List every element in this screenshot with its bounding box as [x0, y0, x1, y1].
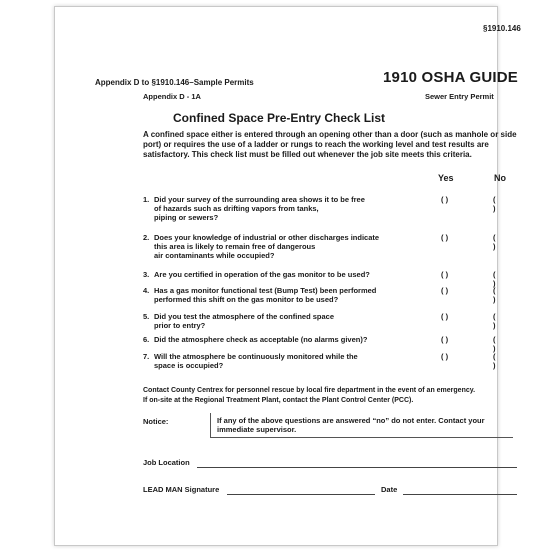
question-text: Are you certified in operation of the gas monitor to be used?	[154, 270, 370, 279]
question-3	[143, 270, 433, 279]
section-number: §1910.146	[483, 24, 521, 33]
date-label: Date	[381, 485, 398, 494]
notice-text: If any of the above questions are answered “no” do not enter. Contact your immediate supervisor.	[217, 416, 485, 434]
lead-man-signature-label: LEAD MAN Signature	[143, 485, 220, 494]
question-4-no-checkbox[interactable]: ( )	[493, 286, 496, 304]
question-6-no-checkbox[interactable]: ( )	[493, 335, 496, 353]
date-field[interactable]	[403, 494, 517, 495]
appendix-subheading: Appendix D - 1A	[143, 92, 201, 101]
question-7-yes-checkbox[interactable]: ( )	[441, 352, 449, 361]
question-5	[143, 312, 433, 330]
question-7	[143, 352, 433, 370]
question-text: Has a gas monitor functional test (Bump Test) been performed performed this shift on the gas monitor to be used?	[154, 286, 377, 305]
question-number: 6.	[143, 335, 150, 344]
question-text: Does your knowledge of industrial or other discharges indicate this area is likely to remain free of dangerous air contaminants while occupied?	[154, 233, 380, 261]
appendix-reference: Appendix D to §1910.146–Sample Permits	[95, 78, 254, 87]
lead-man-signature-field[interactable]	[227, 494, 375, 495]
question-number: 2.	[143, 233, 150, 242]
question-2-yes-checkbox[interactable]: ( )	[441, 233, 449, 242]
question-number: 4.	[143, 286, 150, 295]
notice-label: Notice:	[143, 417, 169, 426]
question-number: 3.	[143, 270, 150, 279]
question-number: 7.	[143, 352, 150, 361]
question-1	[143, 195, 433, 222]
question-2	[143, 233, 433, 260]
job-location-field[interactable]	[197, 467, 517, 468]
intro-paragraph: A confined space either is entered through an opening other than a door (such as manhole or side port) or requires the use of a ladder or rungs to reach the working level and test results are satisfactory. This check list must be filled out whenever the job site meets this criteria.	[143, 130, 517, 159]
question-text: Did you test the atmosphere of the confined space prior to entry?	[154, 312, 335, 331]
question-1-yes-checkbox[interactable]: ( )	[441, 195, 449, 204]
permit-type: Sewer Entry Permit	[425, 92, 494, 101]
question-1-no-checkbox[interactable]: ( )	[493, 195, 496, 213]
question-text: Will the atmosphere be continuously monitored while the space is occupied?	[154, 352, 358, 371]
question-number: 1.	[143, 195, 150, 204]
question-text: Did the atmosphere check as acceptable (no alarms given)?	[154, 335, 368, 344]
permit-document	[54, 6, 521, 546]
question-number: 5.	[143, 312, 150, 321]
question-2-no-checkbox[interactable]: ( )	[493, 233, 496, 251]
emergency-contact	[143, 386, 475, 406]
question-4-yes-checkbox[interactable]: ( )	[441, 286, 449, 295]
question-5-yes-checkbox[interactable]: ( )	[441, 312, 449, 321]
yes-column-header: Yes	[438, 173, 454, 183]
checklist-title: Confined Space Pre-Entry Check List	[173, 111, 386, 125]
job-location-label: Job Location	[143, 458, 190, 467]
contact-line-1: Contact County Centrex for personnel rescue by local fire department in the event of an emergency.	[143, 387, 476, 394]
question-3-no-checkbox[interactable]: ( )	[493, 270, 496, 288]
notice-box	[210, 413, 513, 438]
question-5-no-checkbox[interactable]: ( )	[493, 312, 496, 330]
question-6	[143, 335, 433, 344]
question-4	[143, 286, 433, 304]
no-column-header: No	[494, 173, 506, 183]
question-7-no-checkbox[interactable]: ( )	[493, 352, 496, 370]
guide-title: 1910 OSHA GUIDE	[383, 69, 518, 86]
contact-line-2: If on-site at the Regional Treatment Plant, contact the Plant Control Center (PCC).	[143, 396, 414, 404]
question-text: Did your survey of the surrounding area shows it to be free of hazards such as drifting vapors from tanks, piping or sewers?	[154, 195, 365, 223]
question-6-yes-checkbox[interactable]: ( )	[441, 335, 449, 344]
question-3-yes-checkbox[interactable]: ( )	[441, 270, 449, 279]
